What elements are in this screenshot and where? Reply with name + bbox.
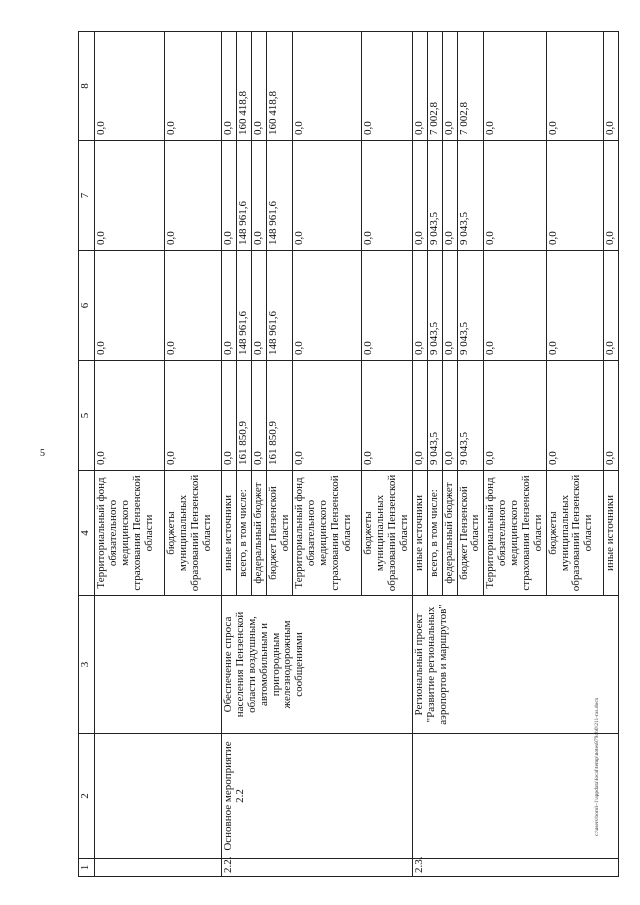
value-cell: 0,0 [293, 251, 362, 361]
value-cell: 0,0 [251, 32, 266, 141]
table-row [95, 32, 165, 877]
cont-goal-cell [95, 596, 222, 734]
value-cell: 0,0 [412, 141, 427, 251]
source-cell: федеральный бюджет [442, 471, 457, 596]
value-cell: 0,0 [603, 251, 618, 361]
value-cell: 161 850,9 [236, 361, 251, 471]
value-cell: 0,0 [293, 361, 362, 471]
col-header: 5 [79, 361, 95, 471]
value-cell: 0,0 [362, 141, 413, 251]
value-cell: 0,0 [362, 32, 413, 141]
value-cell: 0,0 [165, 141, 222, 251]
value-cell: 148 961,6 [236, 141, 251, 251]
value-cell: 160 418,8 [266, 32, 293, 141]
source-cell: Территориальный фонд обязательного медицинского страхования Пензенской области [484, 471, 546, 596]
source-cell: Территориальный фонд обязательного медицинского страхования Пензенской области [95, 471, 165, 596]
value-cell: 0,0 [484, 141, 546, 251]
value-cell: 0,0 [293, 32, 362, 141]
value-cell: 148 961,6 [236, 251, 251, 361]
value-cell: 0,0 [546, 141, 603, 251]
value-cell: 0,0 [251, 361, 266, 471]
page-number: 5 [40, 448, 45, 459]
row-number: 2.3. [412, 859, 618, 877]
value-cell: 0,0 [442, 361, 457, 471]
value-cell: 0,0 [222, 32, 237, 141]
value-cell: 0,0 [95, 141, 165, 251]
source-cell: иные источники [412, 471, 427, 596]
value-cell: 0,0 [484, 32, 546, 141]
value-cell: 0,0 [442, 251, 457, 361]
value-cell: 0,0 [251, 251, 266, 361]
source-cell: федеральный бюджет [251, 471, 266, 596]
col-header: 8 [79, 32, 95, 141]
value-cell: 160 418,8 [236, 32, 251, 141]
value-cell: 7 002,8 [457, 32, 484, 141]
value-cell: 0,0 [293, 141, 362, 251]
cont-num-cell [95, 859, 222, 877]
value-cell: 0,0 [603, 361, 618, 471]
value-cell: 0,0 [222, 251, 237, 361]
measure-goal: Обеспечение спроса населения Пензенской области воздушным, автомобильным и пригородным железнодорожным сообщениями [222, 596, 413, 734]
value-cell: 0,0 [412, 251, 427, 361]
source-cell: иные источники [603, 471, 618, 596]
source-cell: бюджет Пензенской области [457, 471, 484, 596]
source-cell: всего, в том числе: [427, 471, 442, 596]
value-cell: 161 850,9 [266, 361, 293, 471]
cont-name-cell [95, 734, 222, 859]
col-header: 4 [79, 471, 95, 596]
table-row [222, 32, 237, 877]
value-cell: 0,0 [362, 361, 413, 471]
source-cell: бюджеты муниципальных образований Пензенской области [362, 471, 413, 596]
value-cell: 0,0 [412, 32, 427, 141]
row-number: 2.2. [222, 859, 413, 877]
value-cell: 0,0 [484, 361, 546, 471]
value-cell: 0,0 [442, 141, 457, 251]
source-cell: иные источники [222, 471, 237, 596]
value-cell: 0,0 [442, 32, 457, 141]
col-header: 6 [79, 251, 95, 361]
value-cell: 0,0 [165, 361, 222, 471]
value-cell: 0,0 [222, 141, 237, 251]
funding-table [78, 31, 619, 877]
value-cell: 9 043,5 [427, 141, 442, 251]
col-header: 3 [79, 596, 95, 734]
value-cell: 0,0 [412, 361, 427, 471]
source-cell: Территориальный фонд обязательного медицинского страхования Пензенской области [293, 471, 362, 596]
value-cell: 0,0 [251, 141, 266, 251]
source-cell: всего, в том числе: [236, 471, 251, 596]
measure-name-empty [412, 734, 618, 859]
measure-name: Основное мероприятие 2.2 [222, 734, 413, 859]
value-cell: 0,0 [603, 32, 618, 141]
value-cell: 0,0 [95, 32, 165, 141]
measure-goal: Региональный проект "Развитие региональных аэропортов и маршрутов" [412, 596, 618, 734]
value-cell: 9 043,5 [457, 361, 484, 471]
source-cell: бюджет Пензенской области [266, 471, 293, 596]
col-header: 2 [79, 734, 95, 859]
value-cell: 0,0 [165, 32, 222, 141]
value-cell: 148 961,6 [266, 251, 293, 361]
table-row [412, 32, 427, 877]
value-cell: 0,0 [95, 361, 165, 471]
source-cell: бюджеты муниципальных образований Пензенской области [165, 471, 222, 596]
value-cell: 0,0 [484, 251, 546, 361]
value-cell: 9 043,5 [427, 361, 442, 471]
value-cell: 0,0 [603, 141, 618, 251]
file-path-footer: c:\users\borol~1\appdata\local\temp\notes8794b0\211-ras.docx [594, 697, 600, 836]
source-cell: бюджеты муниципальных образований Пензенской области [546, 471, 603, 596]
value-cell: 0,0 [546, 32, 603, 141]
value-cell: 7 002,8 [427, 32, 442, 141]
value-cell: 9 043,5 [457, 141, 484, 251]
value-cell: 9 043,5 [457, 251, 484, 361]
value-cell: 0,0 [362, 251, 413, 361]
value-cell: 0,0 [546, 251, 603, 361]
col-header: 7 [79, 141, 95, 251]
value-cell: 0,0 [222, 361, 237, 471]
header-row [79, 32, 95, 877]
value-cell: 0,0 [165, 251, 222, 361]
col-header: 1 [79, 859, 95, 877]
value-cell: 0,0 [95, 251, 165, 361]
value-cell: 148 961,6 [266, 141, 293, 251]
value-cell: 9 043,5 [427, 251, 442, 361]
value-cell: 0,0 [546, 361, 603, 471]
